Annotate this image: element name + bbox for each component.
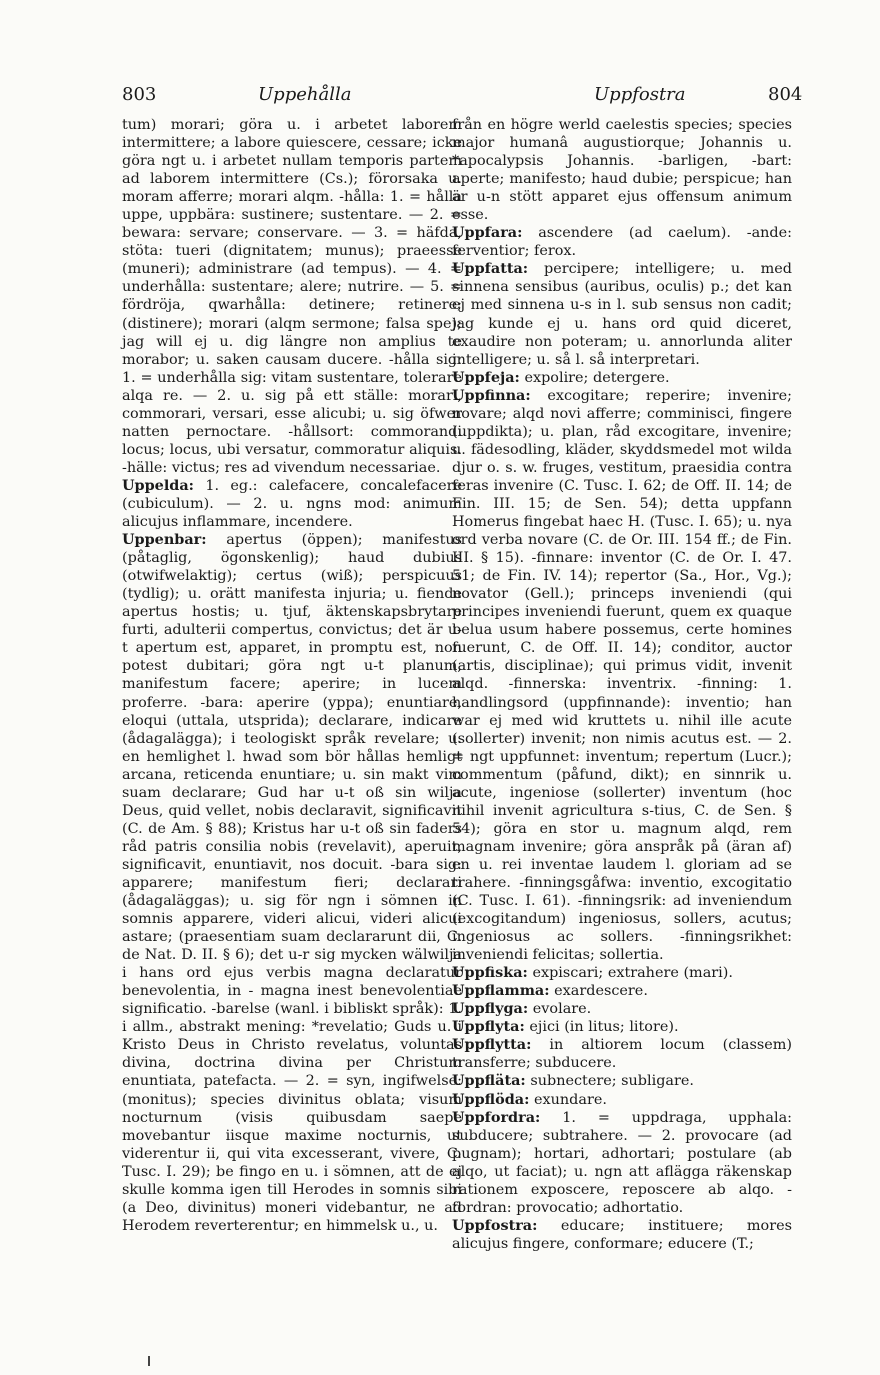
entry-text: exardescere. [554,983,648,1000]
entry-headword: Uppfostra: [452,1216,538,1234]
dictionary-entry [122,477,462,531]
entry-headword: Uppelda: [122,476,194,494]
entry-headword: Uppfinna: [452,386,531,404]
entry-text: expiscari; extrahere (mari). [532,965,733,982]
dictionary-entry [452,369,792,387]
left-column [122,116,462,1235]
entry-text: tum) morari; göra u. i arbetet laborem intermittere; a labore quiescere, cessare; icke göra ngt u. i arbetet nullam temporis partem ad laborem intermittere (Cs.); förorsaka u. moram afferre; morari alqm. -hålla: 1. = hålla uppe, uppbära: sustinere; sustentare. — 2. = bewara: servare; conservare. — 3. = häfda, stöta: tueri (dignitatem; munus); praeesse (muneri); administrare (ad tempus). — 4. = underhålla: sustentare; alere; nutrire. — 5. = fördröja, qwarhålla: detinere; retinere; (distinere); morari (alqm sermone; falsa spe); jag will ej u. dig längre non amplius te morabor; u. saken causam ducere. -hålla sig: 1. = underhålla sig: vitam sustentare, tolerare alqa re. — 2. u. sig på ett ställe: morari, commorari, versari, esse alicubi; u. sig öfwer natten pernoctare. -hållsort: commorandi locus; locus, ubi versatur, commoratur aliquis. -hälle: victus; res ad vivendum necessariae. [122,117,462,476]
entry-headword: Uppfara: [452,224,523,242]
dictionary-entry [452,1109,792,1217]
entry-headword: Uppfordra: [452,1108,541,1126]
entry-text: apertus (öppen); manifestus (påtaglig, ögonskenlig); haud dubius (otwifwelaktig); certus (wiß); perspicuus (tydlig); u. orätt manifesta injuria; u. fiende apertus hostis; u. tjuf, äktenskapsbrytare furti, adulterii compertus, convictus; det är u-t apertum est, apparet, in promptu est, non potest dubitari; göra ngt u-t planum, manifestum facere; aperire; in lucem proferre. -bara: aperire (yppa); enuntiare, eloqui (uttala, utsprida); declarare, indicare (ådagalägga); i teologiskt språk revelare; u. en hemlighet l. hwad som bör hållas hemligt arcana, reticenda enuntiare; u. sin makt vim suam declarare; Gud har u-t oß sin wilja Deus, quid vellet, nobis declaravit, significavit (C. de Am. § 88); Kristus har u-t oß sin faders råd patris consilia nobis (revelavit), aperuit, significavit, enuntiavit, nos docuit. -bara sig: apparere; manifestum fieri; declarari (ådagaläggas); u. sig för ngn i sömnen in somnis apparere, videri alicui, videri alicui astare; (praesentiam suam declararunt dii, C. de Nat. D. II. § 6); det u-r sig mycken wälwilja i hans ord ejus verbis magna declaratur benevolentia, in - magna inest benevolentiae significatio. -barelse (wanl. i bibliskt språk): 1. i allm., abstrakt mening: *revelatio; Guds u. i Kristo Deus in Christo revelatus, voluntas divina, doctrina divina per Christum enuntiata, patefacta. — 2. = syn, ingifwelse: (monitus); species divinitus oblata; visum nocturnum (visis quibusdam saepe movebantur iisque maxime nocturnis, ut viderentur ii, qui vita excesserant, vivere, C. Tusc. I. 29); be fingo en u. i sömnen, att de ej skulle komma igen till Herodes in somnis sibi (a Deo, divinitus) moneri videbantur, ne ad Herodem reverterentur; en himmelsk u., u. [122,532,463,1234]
entry-text: ejici (in litus; litore). [529,1019,679,1036]
entry-headword: Uppfeja: [452,368,520,386]
dictionary-entry [122,531,462,1235]
dictionary-entry [452,1000,792,1018]
running-head-left: Uppehålla [258,84,352,105]
scan-speck [148,1356,150,1366]
entry-headword: Uppflyta: [452,1018,525,1036]
dictionary-entry [452,1217,792,1253]
entry-headword: Uppflöda: [452,1090,530,1108]
entry-headword: Uppfläta: [452,1072,526,1090]
dictionary-entry [452,224,792,260]
dictionary-entry [452,116,792,224]
entry-text: evolare. [532,1001,592,1018]
entry-text: 1. = uppdraga, upphala: subducere; subtrahere. — 2. provocare (ad pugnam); hortari, adhortari; postulare (ab alqo, ut faciat); u. ngn att aflägga räkenskap rationem exposcere, reposcere ab alqo. -fordran: provocatio; adhortatio. [452,1109,793,1216]
page-number-left: 803 [122,84,157,105]
entry-text: ascendere (ad caelum). -ande: ferventior; ferox. [452,225,792,260]
dictionary-entry [452,387,792,965]
entry-text: percipere; intelligere; u. med sinnena sensibus (auribus, oculis) p.; det kan ej med sinnena u-s in l. sub sensus non cadit; jag kunde ej u. hans ord quid diceret, exaudire non poteram; u. annorlunda aliter intelligere; u. så l. så interpretari. [452,261,792,368]
entry-headword: Uppflamma: [452,982,550,1000]
dictionary-entry [452,982,792,1000]
entry-headword: Uppfatta: [452,260,529,278]
dictionary-entry [452,1072,792,1090]
entry-text: exundare. [534,1091,607,1108]
dictionary-entry [122,116,462,477]
dictionary-entry [452,1018,792,1036]
entry-text: 1. eg.: calefacere, concalefacere (cubiculum). — 2. u. ngns mod: animum alicujus inflammare, incendere. [122,477,462,531]
page-header [0,84,880,110]
entry-headword: Uppenbar: [122,531,207,549]
right-column [452,116,792,1253]
entry-headword: Uppflyga: [452,1000,529,1018]
page-number-right: 804 [768,84,803,105]
dictionary-entry [452,1036,792,1072]
dictionary-entry [452,1091,792,1109]
entry-text: expolire; detergere. [524,369,670,386]
entry-text: excogitare; reperire; invenire; novare; alqd novi afferre; comminisci, fingere (uppdikta); u. plan, råd excogitare, invenire; u. fädesodling, kläder, skyddsmedel mot wilda djur o. s. w. fruges, vestitum, praesidia contra feras invenire (C. Tusc. I. 62; de Off. II. 14; de Fin. III. 15; de Sen. 54); detta uppfann Homerus fingebat haec H. (Tusc. I. 65); u. nya ord verba novare (C. de Or. III. 154 ff.; de Fin. III. § 15). -finnare: inventor (C. de Or. I. 47. 51; de Fin. IV. 14); repertor (Sa., Hor., Vg.); novator (Gell.); princeps inveniendi (qui principes inveniendi fuerunt, quem ex quaque belua usum habere possemus, certe homines fuerunt, C. de Off. II. 14); conditor, auctor (artis, disciplinae); qui primus vidit, invenit alqd. -finnerska: inventrix. -finning: 1. handlingsord (uppfinnande): inventio; han war ej med wid kruttets u. nihil ille acute (sollerter) invenit; non nimis acutus est. — 2. = ngt uppfunnet: inventum; repertum (Lucr.); commentum (påfund, dikt); en sinnrik u. acute, ingeniose (sollerter) inventum (hoc nihil invenit agricultura s-tius, C. de Sen. § 54); göra en stor u. magnum alqd, rem magnam invenire; göra anspråk på (äran af) en u. rei inventae laudem l. gloriam ad se trahere. -finningsgåfwa: inventio, excogitatio (C. Tusc. I. 61). -finningsrik: ad inveniendum (excogitandum) ingeniosus, sollers, acutus; ingeniosus ac sollers. -finningsrikhet: inveniendi felicitas; sollertia. [452,387,793,964]
dictionary-entry [452,260,792,368]
entry-text: educare; instituere; mores alicujus fingere, conformare; educere (T.; [452,1217,793,1252]
entry-headword: Uppfiska: [452,964,528,982]
entry-text: från en högre werld caelestis species; species major humanâ augustiorque; Johannis u. *apocalypsis Johannis. -barligen, -bart: aperte; manifesto; haud dubie; perspicue; han är u-n stött apparet ejus offensum animum esse. [452,117,792,224]
entry-headword: Uppflytta: [452,1036,532,1054]
entry-text: subnectere; subligare. [530,1073,694,1090]
entry-text: in altiorem locum (classem) transferre; subducere. [452,1037,793,1072]
running-head-right: Uppfostra [594,84,686,105]
dictionary-entry [452,964,792,982]
